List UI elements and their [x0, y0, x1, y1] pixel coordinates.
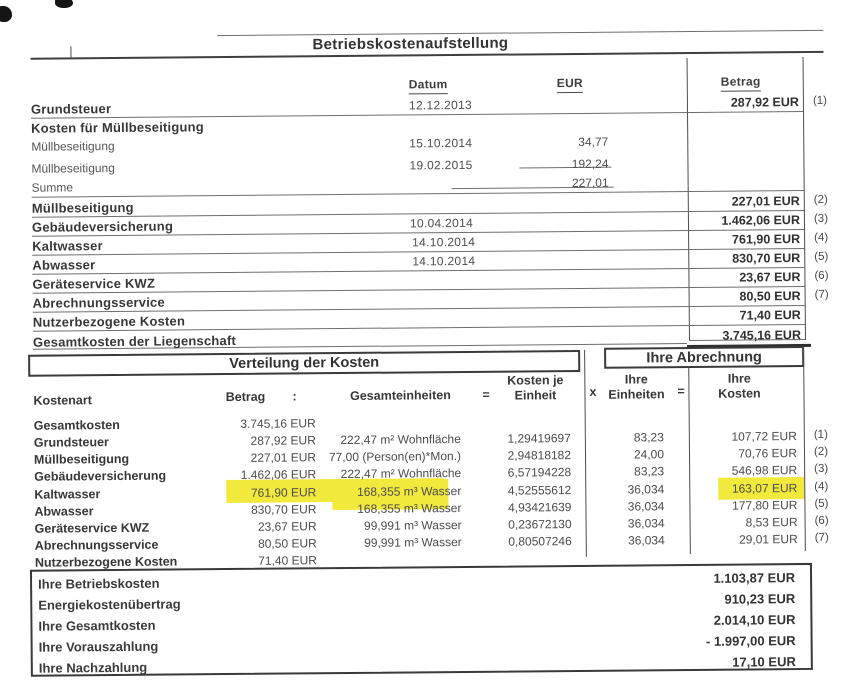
- row-betrag: 80,50 EUR: [257, 536, 317, 551]
- header-line: Einheiten: [608, 387, 665, 402]
- row-einheiten: 222,47 m² Wohnfläche: [340, 431, 461, 448]
- row-einheiten: 77,00 (Person(en)*Mon.): [328, 448, 462, 465]
- row-kosten-je: 0,80507246: [508, 534, 572, 549]
- row-label: Müllbeseitigung: [31, 161, 115, 176]
- row-eur: 227,01: [571, 175, 609, 191]
- row-ref: (1): [813, 428, 828, 441]
- row-ihre-kosten: 8,53 EUR: [745, 515, 798, 530]
- row-ref: (6): [814, 514, 829, 527]
- row-ihre-kosten: 70,76 EUR: [738, 446, 798, 461]
- row-ihre-einheiten: 83,23: [633, 430, 664, 445]
- row-ref: (3): [813, 212, 829, 225]
- row-einheiten: 99,991 m³ Wasser: [363, 517, 462, 533]
- header-line: Ihre: [727, 371, 751, 386]
- row-kosten-je: 1,29419697: [507, 431, 571, 446]
- row-betrag: 227,01 EUR: [250, 450, 317, 465]
- row-ref: (4): [814, 480, 829, 493]
- row-ref: (3): [814, 462, 829, 475]
- row-amount: 80,50 EUR: [739, 289, 801, 304]
- row-ihre-kosten: 177,80 EUR: [732, 498, 798, 513]
- row-label: Nutzerbezogene Kosten: [34, 554, 178, 570]
- row-betrag: 3.745,16 EUR: [240, 416, 316, 431]
- header-line: Ihre: [624, 372, 648, 387]
- row-date: 15.10.2014: [409, 135, 473, 151]
- billing-title-box: [604, 346, 804, 369]
- row-eur: 34,77: [578, 134, 609, 149]
- row-amount: 761,90 EUR: [731, 232, 801, 247]
- row-betrag: 287,92 EUR: [250, 433, 316, 448]
- column-header-eur: EUR: [557, 76, 583, 93]
- row-amount: 71,40 EUR: [739, 308, 801, 323]
- row-ihre-einheiten: 36,034: [627, 482, 665, 497]
- header-colon: :: [292, 389, 297, 404]
- row-label: Geräteservice KWZ: [34, 520, 150, 536]
- summary-value: - 1.997,00 EUR: [705, 633, 796, 649]
- header-kostenart: Kostenart: [33, 393, 92, 408]
- row-ihre-kosten: 546,98 EUR: [731, 463, 798, 478]
- row-kosten-je: 6,57194228: [507, 465, 572, 480]
- row-betrag: 830,70 EUR: [251, 502, 317, 517]
- header-gesamteinheiten: Gesamteinheiten: [350, 388, 451, 403]
- row-label: Abwasser: [32, 257, 96, 273]
- row-ref: (7): [814, 288, 829, 301]
- column-header-datum: Datum: [409, 77, 448, 94]
- row-eur: 192,24: [571, 156, 609, 172]
- header-line: Kosten: [718, 386, 761, 401]
- row-ref: (5): [814, 250, 829, 263]
- column-header-betrag: Betrag: [721, 74, 761, 91]
- row-betrag: 71,40 EUR: [258, 553, 317, 568]
- row-ref: (5): [814, 497, 829, 510]
- title-rule-tick: [70, 46, 71, 58]
- row-ref: (4): [814, 231, 829, 244]
- header-kosten-je-einheit: [493, 373, 577, 404]
- row-label: Müllbeseitigung: [31, 199, 134, 216]
- row-amount: 227,01 EUR: [731, 194, 800, 209]
- billing-title: Ihre Abrechnung: [646, 349, 762, 367]
- row-kosten-je: 2,94818182: [507, 448, 572, 463]
- row-ihre-einheiten: 36,034: [627, 516, 665, 531]
- row-label: Gebäudeversicherung: [31, 218, 174, 235]
- row-label: Gebäudeversicherung: [34, 468, 167, 484]
- row-ihre-einheiten: 24,00: [633, 447, 665, 462]
- header-equals: =: [677, 384, 685, 399]
- row-label: Kaltwasser: [32, 238, 103, 254]
- summary-value: 2.014,10 EUR: [713, 612, 796, 628]
- summary-value: 910,23 EUR: [724, 591, 796, 607]
- row-betrag: 1.462,06 EUR: [240, 467, 317, 482]
- row-amount: 830,70 EUR: [732, 251, 801, 266]
- distribution-title: Verteilung der Kosten: [229, 354, 380, 373]
- row-label: Abrechnungsservice: [32, 294, 165, 311]
- row-label: Müllbeseitigung: [31, 139, 115, 154]
- row-date: 14.10.2014: [412, 253, 476, 269]
- row-date: 19.02.2015: [409, 157, 473, 173]
- table-row: [1, 133, 843, 156]
- row-amount: 287,92 EUR: [730, 95, 799, 110]
- row-label: Gesamtkosten der Liegenschaft: [32, 332, 237, 350]
- row-kosten-je: 4,52555612: [507, 483, 572, 498]
- row-ihre-einheiten: 36,034: [627, 533, 665, 548]
- row-ihre-kosten: 163,07 EUR: [731, 481, 798, 496]
- row-label: Grundsteuer: [33, 435, 109, 450]
- row-kosten-je: 4,93421639: [507, 500, 572, 515]
- summary-label: Ihre Nachzahlung: [38, 659, 148, 676]
- summary-label: Ihre Betriebskosten: [38, 575, 160, 592]
- row-label: Geräteservice KWZ: [32, 275, 156, 292]
- row-einheiten: 168,355 m³ Wasser: [357, 500, 462, 516]
- header-x: x: [589, 384, 597, 399]
- row-ihre-einheiten: 36,034: [627, 499, 665, 514]
- row-ref: (1): [812, 94, 828, 107]
- row-label: Grundsteuer: [30, 101, 112, 117]
- row-amount: 23,67 EUR: [739, 270, 801, 285]
- header-equals: =: [482, 387, 490, 402]
- row-label: Nutzerbezogene Kosten: [32, 313, 186, 330]
- header-ihre-einheiten: [599, 372, 673, 403]
- row-date: 12.12.2013: [408, 97, 473, 113]
- row-ref: (2): [813, 445, 829, 458]
- summary-label: Ihre Vorauszahlung: [38, 638, 159, 655]
- row-label: Müllbeseitigung: [33, 451, 130, 467]
- page-title: Betriebskostenaufstellung: [312, 34, 509, 54]
- row-ihre-einheiten: 83,23: [634, 464, 665, 479]
- row-amount: 1.462,06 EUR: [721, 213, 801, 228]
- summary-value: 1.103,87 EUR: [713, 570, 796, 586]
- row-label: Kaltwasser: [34, 487, 101, 502]
- header-betrag: Betrag: [225, 389, 266, 405]
- row-betrag: 761,90 EUR: [250, 485, 317, 500]
- row-einheiten: 222,47 m² Wohnfläche: [340, 465, 462, 482]
- row-ihre-kosten: 29,01 EUR: [738, 532, 798, 547]
- row-ihre-kosten: 107,72 EUR: [731, 429, 797, 444]
- row-amount: 3.745,16 EUR: [722, 328, 802, 343]
- row-ref: (7): [814, 531, 829, 544]
- row-label: Summe: [31, 180, 74, 195]
- summary-label: Energiekostenübertrag: [38, 596, 181, 613]
- row-einheiten: 99,991 m³ Wasser: [364, 534, 462, 550]
- header-line: Einheit: [514, 388, 557, 403]
- row-kosten-je: 0,23672130: [508, 517, 572, 532]
- summary-label: Ihre Gesamtkosten: [38, 617, 156, 634]
- row-ref: (6): [814, 269, 829, 282]
- row-label: Abwasser: [34, 504, 94, 519]
- row-label: Gesamtkosten: [33, 417, 120, 433]
- row-date: 14.10.2014: [412, 234, 476, 250]
- row-label: Kosten für Müllbeseitigung: [31, 119, 204, 136]
- header-line: Kosten je: [507, 373, 564, 388]
- row-ref: (2): [813, 193, 828, 206]
- row-einheiten: 168,355 m³ Wasser: [356, 483, 462, 499]
- header-ihre-kosten: [699, 371, 779, 402]
- row-label: Abrechnungsservice: [34, 537, 159, 553]
- row-date: 10.04.2014: [409, 215, 474, 231]
- summary-value: 17,10 EUR: [732, 654, 796, 670]
- row-betrag: 23,67 EUR: [257, 519, 317, 534]
